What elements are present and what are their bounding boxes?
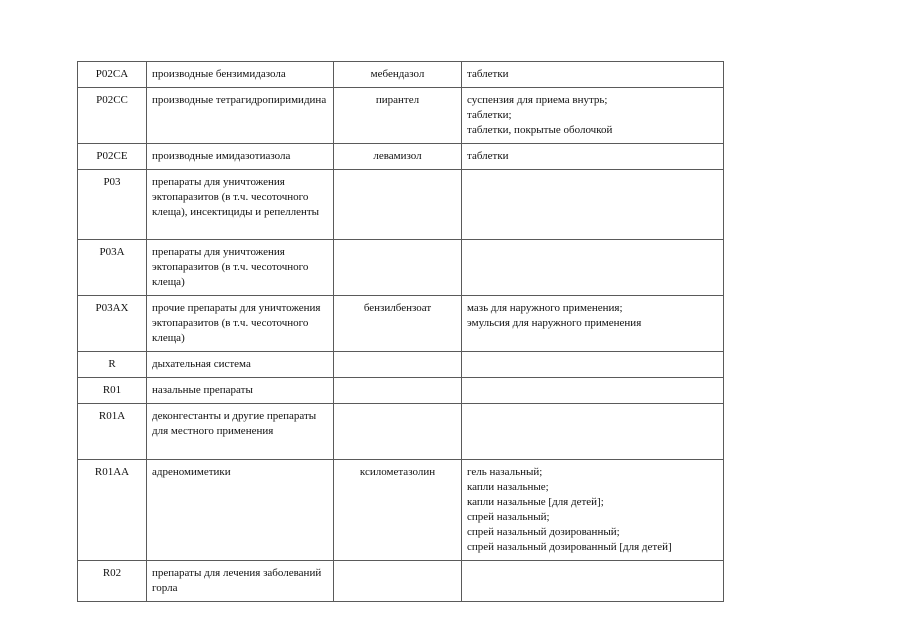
atc-code-cell: P03A (78, 240, 147, 296)
dosage-forms-cell (462, 296, 724, 352)
pharmacological-group-cell: прочие препараты для уничтожения эктопаразитов (в т.ч. чесоточного клеща) (147, 296, 334, 352)
atc-code-cell: P03 (78, 170, 147, 240)
pharmacological-group-cell: адреномиметики (147, 460, 334, 561)
dosage-forms-cell (462, 378, 724, 404)
dosage-form-line: капли назальные [для детей]; (467, 496, 604, 508)
atc-code-cell: P02CC (78, 88, 147, 144)
pharmacological-group-cell: производные тетрагидропиримидина (147, 88, 334, 144)
table-row (78, 144, 724, 170)
drug-name-cell (334, 561, 462, 602)
dosage-forms-cell (462, 144, 724, 170)
table-row (78, 88, 724, 144)
dosage-form-line: спрей назальный; (467, 511, 550, 523)
pharmacological-group-cell: назальные препараты (147, 378, 334, 404)
atc-code-cell: R01 (78, 378, 147, 404)
drug-name-cell (334, 404, 462, 460)
pharmacological-group-cell: деконгестанты и другие препараты для местного применения (147, 404, 334, 460)
drug-name-cell (334, 352, 462, 378)
atc-code-cell: R (78, 352, 147, 378)
pharmacological-group-cell: дыхательная система (147, 352, 334, 378)
table-row (78, 240, 724, 296)
atc-code-cell: R01A (78, 404, 147, 460)
pharmacological-group-cell: производные бензимидазола (147, 62, 334, 88)
table-row (78, 296, 724, 352)
pharmacological-group-cell: препараты для уничтожения эктопаразитов (в т.ч. чесоточного клеща), инсектициды и репелленты (147, 170, 334, 240)
dosage-form-line: мазь для наружного применения; (467, 302, 623, 314)
dosage-form-line: эмульсия для наружного применения (467, 317, 642, 329)
dosage-form-line: таблетки; (467, 109, 512, 121)
atc-code-cell: P02CE (78, 144, 147, 170)
dosage-form-line: спрей назальный дозированный; (467, 526, 620, 538)
dosage-forms-cell (462, 62, 724, 88)
table-row (78, 62, 724, 88)
table-row (78, 378, 724, 404)
atc-code-cell: P03AX (78, 296, 147, 352)
dosage-form-line: капли назальные; (467, 481, 549, 493)
dosage-forms-cell (462, 88, 724, 144)
atc-code-cell: P02CA (78, 62, 147, 88)
dosage-form-line: таблетки (467, 150, 509, 162)
drug-name-cell: мебендазол (334, 62, 462, 88)
dosage-form-line: суспензия для приема внутрь; (467, 94, 608, 106)
dosage-forms-cell (462, 561, 724, 602)
pharmacological-group-cell: препараты для уничтожения эктопаразитов (в т.ч. чесоточного клеща) (147, 240, 334, 296)
drug-name-cell: ксилометазолин (334, 460, 462, 561)
table-row (78, 352, 724, 378)
dosage-forms-cell (462, 240, 724, 296)
table-body (78, 62, 724, 602)
dosage-form-line: таблетки, покрытые оболочкой (467, 124, 613, 136)
dosage-form-line: спрей назальный дозированный [для детей] (467, 541, 672, 553)
atc-code-cell: R02 (78, 561, 147, 602)
dosage-forms-cell (462, 352, 724, 378)
drug-name-cell (334, 170, 462, 240)
table-row (78, 404, 724, 460)
drug-classification-table (77, 61, 724, 602)
table-row (78, 170, 724, 240)
dosage-forms-cell (462, 404, 724, 460)
dosage-forms-cell (462, 460, 724, 561)
drug-name-cell: бензилбензоат (334, 296, 462, 352)
table-row (78, 460, 724, 561)
drug-name-cell: левамизол (334, 144, 462, 170)
drug-name-cell: пирантел (334, 88, 462, 144)
dosage-form-line: таблетки (467, 68, 509, 80)
drug-name-cell (334, 240, 462, 296)
dosage-forms-cell (462, 170, 724, 240)
atc-code-cell: R01AA (78, 460, 147, 561)
table-row (78, 561, 724, 602)
dosage-form-line: гель назальный; (467, 466, 543, 478)
pharmacological-group-cell: производные имидазотиазола (147, 144, 334, 170)
pharmacological-group-cell: препараты для лечения заболеваний горла (147, 561, 334, 602)
drug-name-cell (334, 378, 462, 404)
